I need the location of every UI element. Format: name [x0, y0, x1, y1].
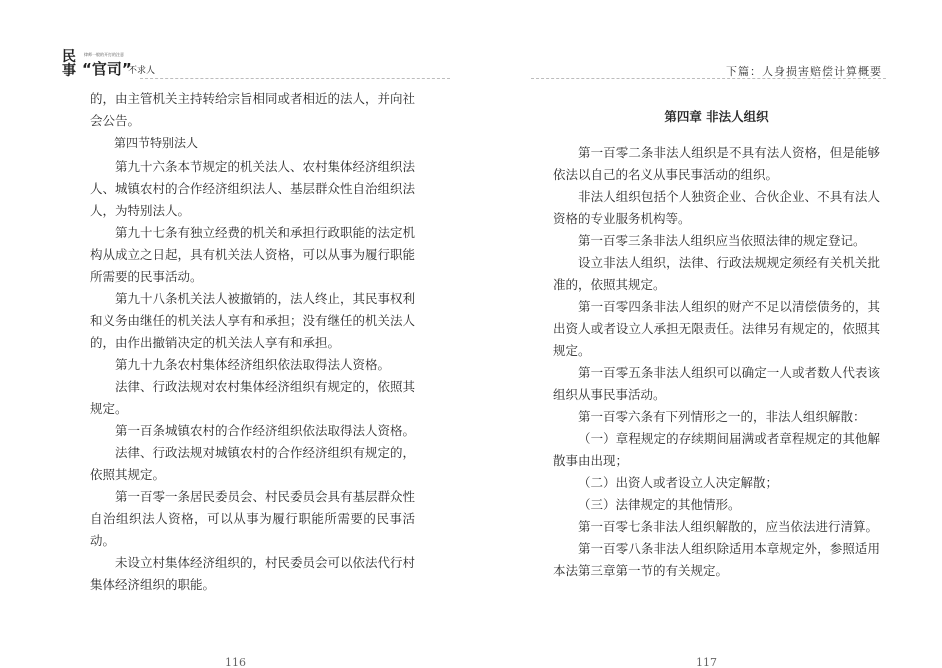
- paragraph: （三）法律规定的其他情形。: [578, 497, 741, 512]
- paragraph: 第一百零六条有下列情形之一的，非法人组织解散：: [578, 409, 866, 424]
- logo-tagline: 律师一般的开打的注意: [84, 52, 124, 57]
- paragraph: 第九十八条机关法人被撤销的，法人终止，其民事权利和义务由继任的机关法人享有和承担；没有继任的机关法人的，由作出撤销决定的机关法人享有和承担。: [90, 291, 416, 350]
- section-heading: 第四节特别法人: [114, 136, 199, 150]
- paragraph: （二）出资人或者设立人决定解散；: [578, 475, 779, 490]
- paragraph: 第一百零五条非法人组织可以确定一人或者数人代表该组织从事民事活动。: [553, 365, 880, 402]
- paragraph: 第九十六条本节规定的机关法人、农村集体经济组织法人、城镇农村的合作经济组织法人、基层群众性自治组织法人，为特别法人。: [90, 159, 416, 218]
- left-page-body: [90, 88, 415, 596]
- chapter-title: 第四章 非法人组织: [664, 109, 769, 124]
- logo-big-text: 民事: [62, 49, 76, 79]
- page-number: 117: [696, 656, 717, 668]
- logo-small-text: 不求人: [128, 66, 156, 76]
- page-number: 116: [225, 656, 246, 668]
- paragraph: 第九十七条有独立经费的机关和承担行政职能的法定机构从成立之日起，具有机关法人资格，可以从事为履行职能所需要的民事活动。: [90, 225, 416, 284]
- paragraph: 第一百零三条非法人组织应当依照法律的规定登记。: [578, 233, 866, 248]
- right-page-body: [553, 88, 880, 582]
- paragraph: 设立非法人组织，法律、行政法规规定须经有关机关批准的，依照其规定。: [553, 255, 880, 292]
- paragraph: 未设立村集体经济组织的，村民委员会可以依法代行村集体经济组织的职能。: [90, 555, 416, 592]
- running-head: 下篇：人身损害赔偿计算概要: [726, 65, 882, 78]
- right-page: [471, 0, 942, 668]
- paragraph: 法律、行政法规对城镇农村的合作经济组织有规定的，依照其规定。: [90, 445, 416, 482]
- paragraph: 第一百零八条非法人组织除适用本章规定外，参照适用本法第三章第一节的有关规定。: [553, 541, 880, 578]
- paragraph: 第一百零四条非法人组织的财产不足以清偿债务的，其出资人或者设立人承担无限责任。法律另有规定的，依照其规定。: [553, 299, 880, 358]
- logo-mid-text: “官司”: [82, 60, 132, 78]
- paragraph: 第一百零七条非法人组织解散的，应当依法进行清算。: [578, 519, 879, 534]
- paragraph: 第一百零二条非法人组织是不具有法人资格，但是能够依法以自己的名义从事民事活动的组织。: [553, 145, 880, 182]
- paragraph: 法律、行政法规对农村集体经济组织有规定的，依照其规定。: [90, 379, 416, 416]
- header-rule: [531, 78, 886, 79]
- paragraph: 非法人组织包括个人独资企业、合伙企业、不具有法人资格的专业服务机构等。: [553, 189, 880, 226]
- paragraph: 第一百零一条居民委员会、村民委员会具有基层群众性自治组织法人资格，可以从事为履行职能所需要的民事活动。: [90, 489, 416, 548]
- paragraph: 第一百条城镇农村的合作经济组织依法取得法人资格。: [115, 423, 416, 438]
- paragraph: 的，由主管机关主持转给宗旨相同或者相近的法人，并向社会公告。: [90, 91, 416, 128]
- paragraph: （一）章程规定的存续期间届满或者章程规定的其他解散事由出现；: [553, 431, 880, 468]
- paragraph: 第九十九条农村集体经济组织依法取得法人资格。: [115, 357, 391, 372]
- header-rule: [140, 78, 450, 79]
